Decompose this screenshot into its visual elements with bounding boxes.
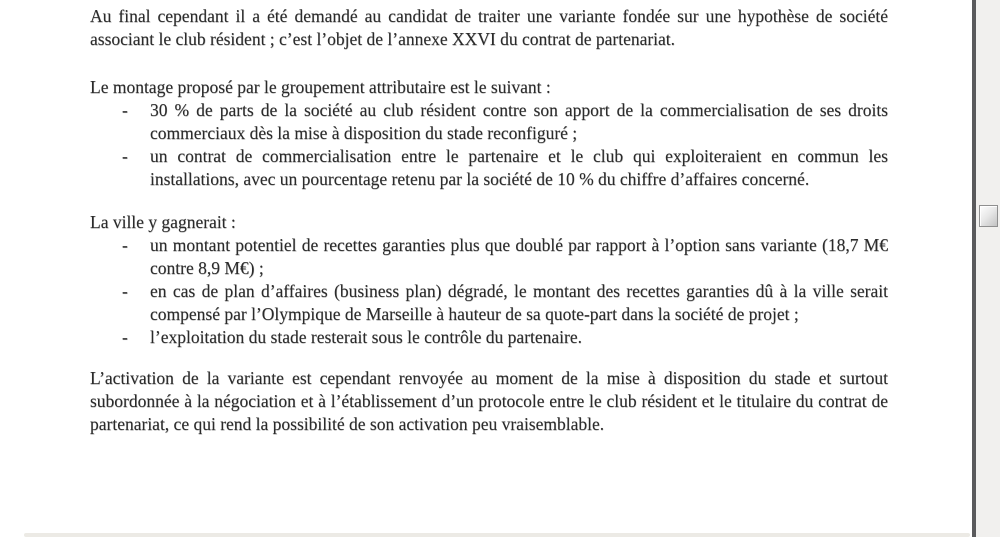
paragraph: La ville y gagnerait : bbox=[90, 212, 236, 232]
list-item bbox=[90, 145, 888, 191]
bullet-dash: - bbox=[122, 100, 128, 120]
list-item bbox=[90, 280, 888, 326]
horizontal-scrollbar-edge bbox=[24, 533, 970, 537]
scrollbar-track[interactable] bbox=[976, 0, 1000, 537]
list-item-text: un contrat de commercialisation entre le partenaire et le club qui exploiteraient en commun les installations, avec un pourcentage retenu par la société de 10 % du chiffre d’affaires concerné. bbox=[150, 146, 888, 189]
list-item bbox=[90, 234, 888, 280]
paragraph: Au final cependant il a été demandé au candidat de traiter une variante fondée sur une hypothèse de société associant le club résident ; c’est l’objet de l’annexe XXVI du contrat de partenariat. bbox=[90, 6, 888, 49]
bullet-dash: - bbox=[122, 327, 128, 347]
list-item-text: un montant potentiel de recettes garanties plus que doublé par rapport à l’option sans variante (18,7 M€ contre 8,9 M€) ; bbox=[150, 235, 888, 278]
bullet-list bbox=[0, 234, 972, 349]
list-item-text: l’exploitation du stade resterait sous le contrôle du partenaire. bbox=[150, 327, 583, 347]
list-item-text: en cas de plan d’affaires (business plan) dégradé, le montant des recettes garanties dû à la ville serait compensé par l’Olympique de Marseille à hauteur de sa quote-part dans la société de projet ; bbox=[150, 281, 888, 324]
list-item-text: 30 % de parts de la société au club résident contre son apport de la commercialisation de ses droits commerciaux dès la mise à disposition du stade reconfiguré ; bbox=[150, 100, 888, 143]
bullet-dash: - bbox=[122, 235, 128, 255]
scrollbar-thumb[interactable] bbox=[979, 205, 998, 227]
bullet-dash: - bbox=[122, 146, 128, 166]
paragraph: L’activation de la variante est cependant renvoyée au moment de la mise à disposition du stade et surtout subordonnée à la négociation et à l’établissement d’un protocole entre le club résident et le titulaire du contrat de partenariat, ce qui rend la possibilité de son activation peu vraisemblable. bbox=[90, 368, 888, 434]
list-item bbox=[90, 326, 888, 349]
bullet-dash: - bbox=[122, 281, 128, 301]
list-item bbox=[90, 99, 888, 145]
paragraph: Le montage proposé par le groupement attributaire est le suivant : bbox=[90, 77, 551, 97]
bullet-list bbox=[0, 99, 972, 191]
right-rail bbox=[972, 0, 1000, 537]
